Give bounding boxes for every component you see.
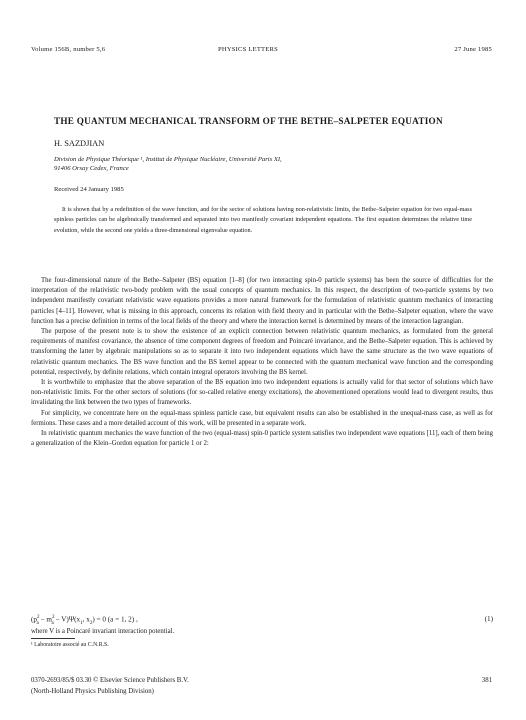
- body-paragraph-1: The four-dimensional nature of the Bethe–Salpeter (BS) equation [1–8] (for two interacting spin-0 particle systems) has been the source of difficulties for the interpretation of the relativistic two-body problem with the usual concepts of quantum mechanics. In this respect, the description of two-particle systems by two independent manifestly covariant relativistic wave equations provides a more natural framework for the formulation of relativistic quantum mechanics of interacting particles [4–11]. However, what is missing in this approach, concerns its relation with field theory and in particular with the Bethe–Salpeter equation, where the wave function has a precise definition in terms of the local fields of the theory and where the interaction kernel is determined by means of the interaction lagrangian.: [31, 277, 493, 325]
- publisher-line-1: 0370-2693/85/$ 03.30 © Elsevier Science Publishers B.V.: [31, 677, 189, 684]
- paper-title: THE QUANTUM MECHANICAL TRANSFORM OF THE BETHE–SALPETER EQUATION: [54, 116, 443, 126]
- footnote-divider: [31, 638, 75, 639]
- header-journal: PHYSICS LETTERS: [218, 46, 278, 53]
- body-paragraph-3: It is worthwhile to emphasize that the above separation of the BS equation into two independent equations is actually valid for that sector of solutions which have non-relativistic limits. For the other sectors of solutions (for so-called relative energy excitations), the abovementioned operations would lead to divergent results, thus invalidating the link between the two types of frameworks.: [31, 379, 493, 407]
- abstract: It is shown that by a redefinition of the wave function, and for the sector of solutions having non-relativistic limits, the Bethe–Salpeter equation for two equal-mass spinless particles can be algebraically transformed and separated into two manifestly covariant independent equations. The first equation determines the relative time evolution, while the second one yields a three-dimensional eigenvalue equation.: [54, 206, 472, 234]
- body-paragraph-2: The purpose of the present note is to show the existence of an explicit connection between relativistic quantum mechanics, as formulated from the general requirements of manifest covariance, the absence of time component degrees of freedom and Poincaré invariance, and the Bethe–Salpeter equation. This is achieved by transforming the latter by algebraic manipulations so as to separate it into two independent equations which have the same structure as the two wave equations of relativistic quantum mechanics. The BS wave function and the BS kernel appear to be connected with the quantum mechanical wave function and the corresponding potential, respectively, by definite relations, which contain integral operators involving the BS kernel.: [31, 328, 493, 376]
- author-name: H. SAZDJIAN: [54, 139, 105, 148]
- after-equation-text: where V is a Poincaré invariant interaction potential.: [31, 628, 175, 635]
- header-volume: Volume 156B, number 5,6: [31, 46, 106, 53]
- footnote: ¹ Laboratoire associé au C.N.R.S.: [31, 642, 109, 648]
- equation-number: (1): [484, 615, 493, 623]
- affiliation-line-2: 91406 Orsay Cedex, France: [54, 165, 129, 172]
- body-text: [31, 276, 493, 449]
- page-number: 381: [481, 677, 492, 684]
- received-date: Received 24 January 1985: [54, 186, 124, 193]
- body-paragraph-5: In relativistic quantum mechanics the wave function of the two (equal-mass) spin-0 particle system satisfies two independent wave equations [11], each of them being a generalization of the Klein–Gordon equation for particle 1 or 2:: [31, 430, 493, 448]
- publisher-line-2: (North-Holland Physics Publishing Division): [31, 688, 154, 695]
- header-date: 27 June 1985: [454, 46, 492, 53]
- equation-1: $(p^2_a - m^2_a - V)\Psi(x_1$, $x_2) = 0$ (a = 1, 2) , (1): [31, 615, 493, 626]
- body-paragraph-4: For simplicity, we concentrate here on the equal-mass spinless particle case, but equivalent results can also be established in the unequal-mass case, as well as for fermions. These cases and a more detailed account of this work, will be presented in a separate work.: [31, 409, 493, 427]
- affiliation-line-1: Division de Physique Théorique ¹, Institut de Physique Nucléaire, Université Paris XI,: [54, 156, 282, 163]
